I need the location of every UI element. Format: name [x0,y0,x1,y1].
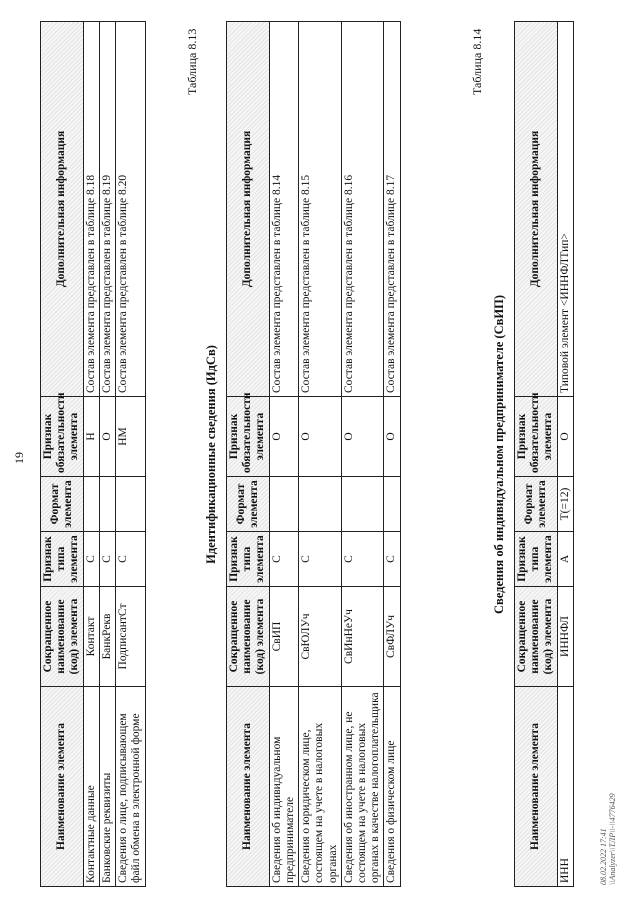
cell-info: Типовой элемент <ИННФЛТип> [557,22,573,397]
cell-type: С [116,532,145,587]
cell-name: ИНН [557,687,573,887]
cell-format [299,477,342,532]
table-caption-8-13: Таблица 8.13 [185,28,199,95]
cell-name: Сведения о лице, подписывающем файл обмена в электронной форме [116,687,145,887]
cell-format [99,477,115,532]
table-row [384,22,400,887]
cell-info: Состав элемента представлен в таблице 8.20 [116,22,145,397]
table-header-row [515,22,558,887]
header-required: Признак обязательности элемента [41,397,84,477]
cell-info: Состав элемента представлен в таблице 8.18 [83,22,99,397]
cell-name: Банковские реквизиты [99,687,115,887]
header-type: Признак типа элемента [227,532,270,587]
cell-required: О [557,397,573,477]
cell-code: СвИП [269,587,298,687]
header-info: Дополнительная информация [41,22,84,397]
cell-code: ПодписантСт [116,587,145,687]
cell-format [83,477,99,532]
cell-code: СвИнНеУч [341,587,384,687]
header-code: Сокращенное наименование (код) элемента [515,587,558,687]
cell-required: О [384,397,400,477]
cell-type: С [341,532,384,587]
cell-required: НМ [116,397,145,477]
cell-name: Сведения о физическом лице [384,687,400,887]
header-format: Формат элемента [41,477,84,532]
cell-name: Сведения об индивидуальном предпринимателе [269,687,298,887]
header-info: Дополнительная информация [227,22,270,397]
stamp-path: \\Analyzer\\ТЛР\\-\\4776429 [607,793,617,885]
cell-name: Сведения о юридическом лице, состоящем на учете в налоговых органах [299,687,342,887]
table-row [99,22,115,887]
header-type: Признак типа элемента [41,532,84,587]
header-name: Наименование элемента [515,687,558,887]
cell-required: О [341,397,384,477]
cell-info: Состав элемента представлен в таблице 8.15 [299,22,342,397]
header-format: Формат элемента [227,477,270,532]
header-info: Дополнительная информация [515,22,558,397]
cell-code: ИННФЛ [557,587,573,687]
cell-format [116,477,145,532]
cell-format [341,477,384,532]
cell-info: Состав элемента представлен в таблице 8.14 [269,22,298,397]
table-title-8-13: Идентификационные сведения (ИдСв) [204,345,218,564]
cell-type: С [299,532,342,587]
table-row [269,22,298,887]
cell-required: О [99,397,115,477]
table-row [83,22,99,887]
cell-required: О [269,397,298,477]
cell-info: Состав элемента представлен в таблице 8.19 [99,22,115,397]
table-row [116,22,145,887]
cell-type: С [269,532,298,587]
table-caption-8-14: Таблица 8.14 [470,28,484,95]
cell-code: СвФЛУч [384,587,400,687]
header-code: Сокращенное наименование (код) элемента [227,587,270,687]
cell-code: Контакт [83,587,99,687]
cell-type: С [384,532,400,587]
table-continuation [40,21,146,887]
stamp-date: 08.02.2022 17:41 [599,828,608,885]
header-type: Признак типа элемента [515,532,558,587]
cell-format [384,477,400,532]
page-number: 19 [12,452,26,464]
header-code: Сокращенное наименование (код) элемента [41,587,84,687]
table-row [299,22,342,887]
table-header-row [41,22,84,887]
signature-stamp [600,793,618,885]
header-required: Признак обязательности элемента [227,397,270,477]
table-header-row [227,22,270,887]
header-required: Признак обязательности элемента [515,397,558,477]
cell-required: Н [83,397,99,477]
cell-format: Т(=12) [557,477,573,532]
cell-format [269,477,298,532]
cell-code: БанкРекв [99,587,115,687]
table-title-8-14: Сведения об индивидуальном предпринимателе (СвИП) [492,295,506,614]
cell-required: О [299,397,342,477]
cell-info: Состав элемента представлен в таблице 8.17 [384,22,400,397]
header-name: Наименование элемента [227,687,270,887]
header-name: Наименование элемента [41,687,84,887]
cell-info: Состав элемента представлен в таблице 8.16 [341,22,384,397]
header-format: Формат элемента [515,477,558,532]
cell-code: СвЮЛУч [299,587,342,687]
table-8-13 [226,21,401,887]
cell-type: А [557,532,573,587]
cell-type: С [83,532,99,587]
cell-name: Сведения об иностранном лице, не состоящем на учете в налоговых органах в качестве налогоплательщика [341,687,384,887]
table-row [341,22,384,887]
table-8-14 [514,21,574,887]
cell-name: Контактные данные [83,687,99,887]
cell-type: С [99,532,115,587]
table-row [557,22,573,887]
